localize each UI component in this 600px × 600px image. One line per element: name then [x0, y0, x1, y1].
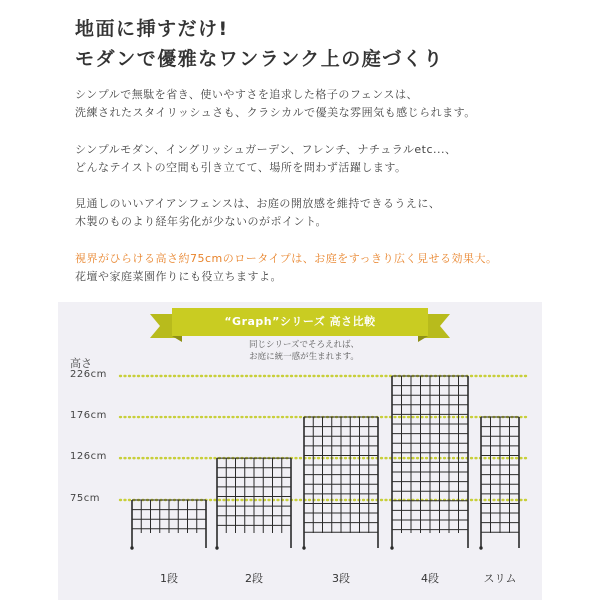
paragraph-line: 木製のものより経年劣化が少ないのがポイント。 [75, 215, 328, 228]
fence-label: 4段 [421, 572, 439, 585]
fence-bar-5 [480, 417, 519, 549]
series-note-line: お庭に統一感が生まれます。 [249, 352, 359, 362]
paragraph-line: どんなテイストの空間も引き立てて、場所を問わず活躍します。 [75, 161, 407, 174]
y-tick-label: 226cm [70, 369, 107, 380]
fence-bar-1 [131, 500, 206, 549]
fence-label: 2段 [245, 572, 263, 585]
y-tick-label: 126cm [70, 451, 107, 463]
headline-line-1: 地面に挿すだけ! [75, 18, 229, 40]
fence-bar-2 [216, 458, 291, 549]
fence-bar-3 [303, 417, 378, 549]
paragraph-line: 見通しのいいアイアンフェンスは、お庭の開放感を維持できるうえに、 [75, 197, 441, 210]
y-tick-label: 176cm [70, 410, 107, 422]
axis-title: 高さ [70, 357, 92, 370]
paragraph-line: 花壇や家庭菜園作りにも役立ちますよ。 [75, 270, 282, 283]
headline-line-2: モダンで優雅なワンランク上の庭づくり [75, 48, 444, 70]
paragraph-line: 洗練されたスタイリッシュさも、クラシカルで優美な雰囲気も感じられます。 [75, 106, 476, 119]
fence-label: 3段 [332, 572, 350, 585]
paragraph-line: シンプルモダン、イングリッシュガーデン、フレンチ、ナチュラルetc...、 [75, 143, 457, 156]
paragraph-line: シンプルで無駄を省き、使いやすさを追求した格子のフェンスは、 [75, 88, 418, 101]
fence-label: 1段 [160, 572, 178, 585]
banner-title: “Graph”シリーズ 高さ比較 [224, 315, 376, 328]
y-tick-label: 75cm [70, 493, 100, 504]
fence-label: スリム [483, 572, 517, 585]
fence-bar-4 [391, 376, 468, 549]
highlight-line: 視界がひらける高さ約75cmのロータイプは、お庭をすっきり広く見せる効果大。 [75, 252, 498, 265]
series-note-line: 同じシリーズでそろえれば、 [248, 340, 360, 350]
